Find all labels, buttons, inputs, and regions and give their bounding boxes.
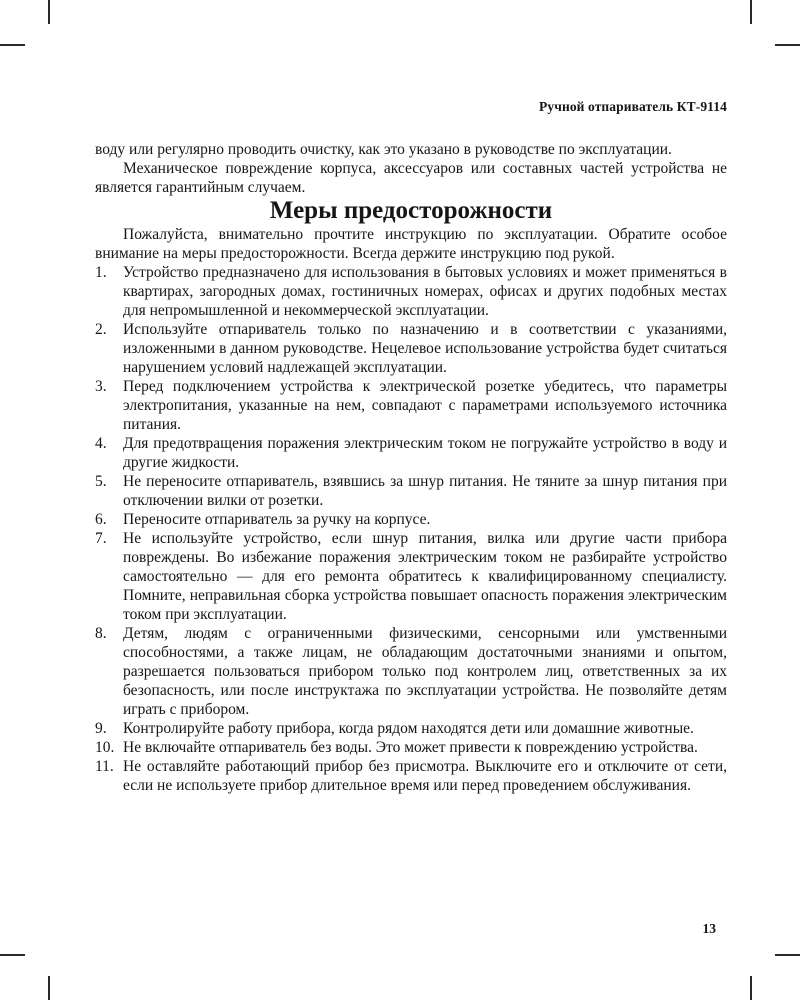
list-item: [95, 263, 727, 320]
list-item: [95, 529, 727, 624]
crop-mark-top-left-horizontal: [0, 44, 25, 46]
carryover-paragraph-2: Механическое повреждение корпуса, аксессуаров или составных частей устройства не является гарантийным случаем.: [95, 160, 727, 196]
crop-mark-top-right-horizontal: [775, 44, 800, 46]
list-item-number: 7.: [95, 530, 107, 547]
list-item-text: Контролируйте работу прибора, когда рядом находятся дети или домашние животные.: [123, 720, 694, 737]
running-header: Ручной отпариватель КТ-9114: [539, 99, 727, 114]
list-item-text: Не оставляйте работающий прибор без присмотра. Выключите его и отключите от сети, если не используете прибор длительное время или перед проведением обслуживания.: [123, 758, 727, 794]
list-item-text: Не включайте отпариватель без воды. Это может привести к повреждению устройства.: [123, 739, 698, 756]
list-item-text: Не используйте устройство, если шнур питания, вилка или другие части прибора повреждены. Во избежание поражения электрическим током не разбирайте устройство самостоятельно — для его ремонта обратитесь к квалифицированному специалисту. Помните, неправильная сборка устройства повышает опасность поражения электрическим током при эксплуатации.: [123, 530, 727, 623]
list-item-text: Переносите отпариватель за ручку на корпусе.: [123, 511, 431, 528]
list-item: [95, 434, 727, 472]
list-item: [95, 719, 727, 738]
list-item: [95, 320, 727, 377]
section-lead-paragraph: Пожалуйста, внимательно прочтите инструкцию по эксплуатации. Обратите особое внимание на меры предосторожности. Всегда держите инструкцию под рукой.: [95, 226, 727, 262]
crop-mark-top-right-vertical: [750, 0, 752, 24]
list-item: [95, 624, 727, 719]
text-column: [95, 140, 727, 795]
list-item-number: 10.: [95, 739, 115, 756]
list-item-number: 1.: [95, 264, 107, 281]
list-item-number: 5.: [95, 473, 107, 490]
list-item: [95, 757, 727, 795]
list-item-text: Устройство предназначено для использования в бытовых условиях и может применяться в квартирах, загородных домах, гостиничных номерах, офисах и других подобных местах для непромышленной и некоммерческой эксплуатации.: [123, 264, 727, 319]
crop-mark-bottom-right-vertical: [750, 976, 752, 1000]
crop-mark-bottom-left-horizontal: [0, 954, 25, 956]
list-item: [95, 738, 727, 757]
safety-precautions-list: [95, 263, 727, 795]
crop-mark-bottom-left-vertical: [48, 976, 50, 1000]
carryover-paragraph-1: воду или регулярно проводить очистку, как это указано в руководстве по эксплуатации.: [95, 141, 672, 158]
list-item-number: 6.: [95, 511, 107, 528]
crop-mark-top-left-vertical: [48, 0, 50, 24]
list-item-text: Используйте отпариватель только по назначению и в соответствии с указаниями, изложенными в данном руководстве. Нецелевое использование устройства будет считаться нарушением условий надлежащей эксплуатации.: [123, 321, 727, 376]
list-item: [95, 510, 727, 529]
list-item: [95, 377, 727, 434]
list-item-text: Не переносите отпариватель, взявшись за шнур питания. Не тяните за шнур питания при отключении вилки от розетки.: [123, 473, 727, 509]
list-item-text: Перед подключением устройства к электрической розетке убедитесь, что параметры электропитания, указанные на нем, совпадают с параметрами используемого источника питания.: [123, 378, 727, 433]
list-item-number: 3.: [95, 378, 107, 395]
crop-mark-bottom-right-horizontal: [775, 954, 800, 956]
list-item-text: Детям, людям с ограниченными физическими, сенсорными или умственными способностями, а также лицам, не обладающим достаточными знаниями и опытом, разрешается пользоваться прибором только под контролем лиц, ответственных за их безопасность, или после инструктажа по эксплуатации устройства. Не позволяйте детям играть с прибором.: [123, 625, 727, 718]
list-item-number: 8.: [95, 625, 107, 642]
list-item-text: Для предотвращения поражения электрическим током не погружайте устройство в воду и другие жидкости.: [123, 435, 727, 471]
list-item-number: 2.: [95, 321, 107, 338]
list-item-number: 11.: [95, 758, 114, 775]
list-item-number: 9.: [95, 720, 107, 737]
section-title: Меры предосторожности: [269, 197, 553, 224]
list-item: [95, 472, 727, 510]
page-number: 13: [702, 921, 716, 936]
list-item-number: 4.: [95, 435, 107, 452]
